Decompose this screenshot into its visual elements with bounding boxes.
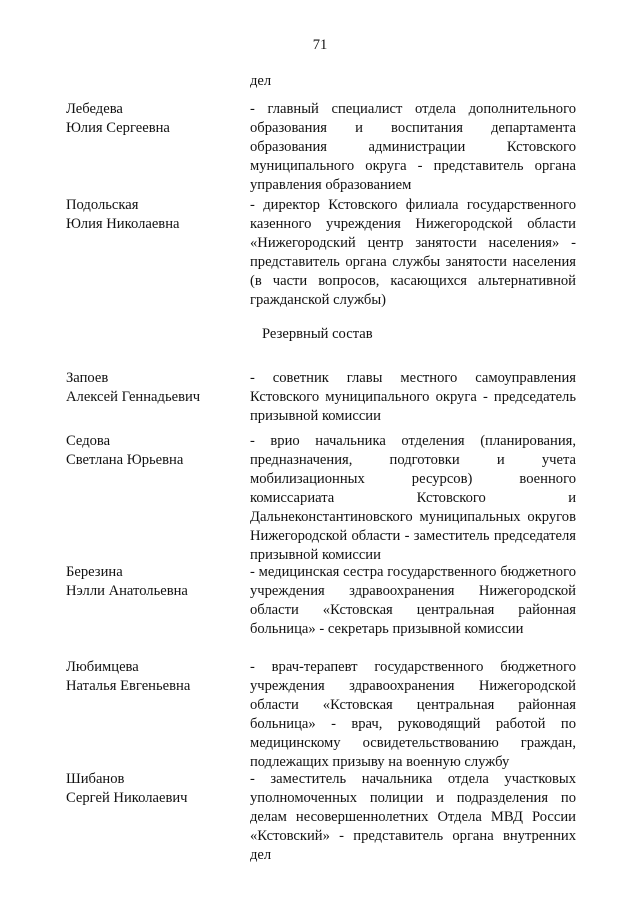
- person-name: [66, 432, 241, 470]
- person-name: [66, 770, 241, 808]
- surname: Любимцева: [66, 659, 139, 675]
- given-names: Алексей Геннадьевич: [66, 389, 201, 405]
- role-description: - советник главы местного самоуправления Кстовского муниципального округа - председатель призывной комиссии: [250, 370, 576, 424]
- surname: Березина: [66, 564, 123, 580]
- given-names: Светлана Юрьевна: [66, 452, 184, 468]
- continuation-text: дел: [250, 73, 272, 89]
- section-heading: Резервный состав: [262, 326, 373, 342]
- person-name: [66, 100, 241, 138]
- role-description: - врио начальника отделения (планирования, предназначения, подготовки и учета мобилизационных ресурсов) военного комиссариата Кстовского и Дальнеконстантиновского муниципальных округов Нижегородской области - заместитель председателя призывной комиссии: [250, 433, 576, 563]
- surname: Подольская: [66, 197, 139, 213]
- role-description: - медицинская сестра государственного бюджетного учреждения здравоохранения Нижегородской области «Кстовская центральная районная больница» - секретарь призывной комиссии: [250, 564, 576, 637]
- given-names: Юлия Николаевна: [66, 216, 180, 232]
- person-name: [66, 369, 241, 407]
- surname: Шибанов: [66, 771, 125, 787]
- person-name: [66, 563, 241, 601]
- person-name: [66, 658, 241, 696]
- role-description: - заместитель начальника отдела участковых уполномоченных полиции и подразделения по делам несовершеннолетних Отдела МВД России «Кстовский» - представитель органа внутренних дел: [250, 771, 576, 863]
- role-description: - врач-терапевт государственного бюджетного учреждения здравоохранения Нижегородской области «Кстовская центральная районная больница» - врач, руководящий работой по медицинскому освидетельствованию граждан, подлежащих призыву на военную службу: [250, 659, 576, 770]
- role-description: - главный специалист отдела дополнительного образования и воспитания департамента образования администрации Кстовского муниципального округа - представитель органа управления образованием: [250, 101, 576, 193]
- role-description: - директор Кстовского филиала государственного казенного учреждения Нижегородской области «Нижегородский центр занятости населения» - представитель органа службы занятости населения (в части вопросов, касающихся альтернативной гражданской службы): [250, 197, 576, 308]
- given-names: Нэлли Анатольевна: [66, 583, 188, 599]
- surname: Запоев: [66, 370, 109, 386]
- surname: Лебедева: [66, 101, 123, 117]
- surname: Седова: [66, 433, 111, 449]
- page-number: 71: [312, 37, 328, 53]
- given-names: Сергей Николаевич: [66, 790, 188, 806]
- given-names: Юлия Сергеевна: [66, 120, 170, 136]
- given-names: Наталья Евгеньевна: [66, 678, 191, 694]
- person-name: [66, 196, 241, 234]
